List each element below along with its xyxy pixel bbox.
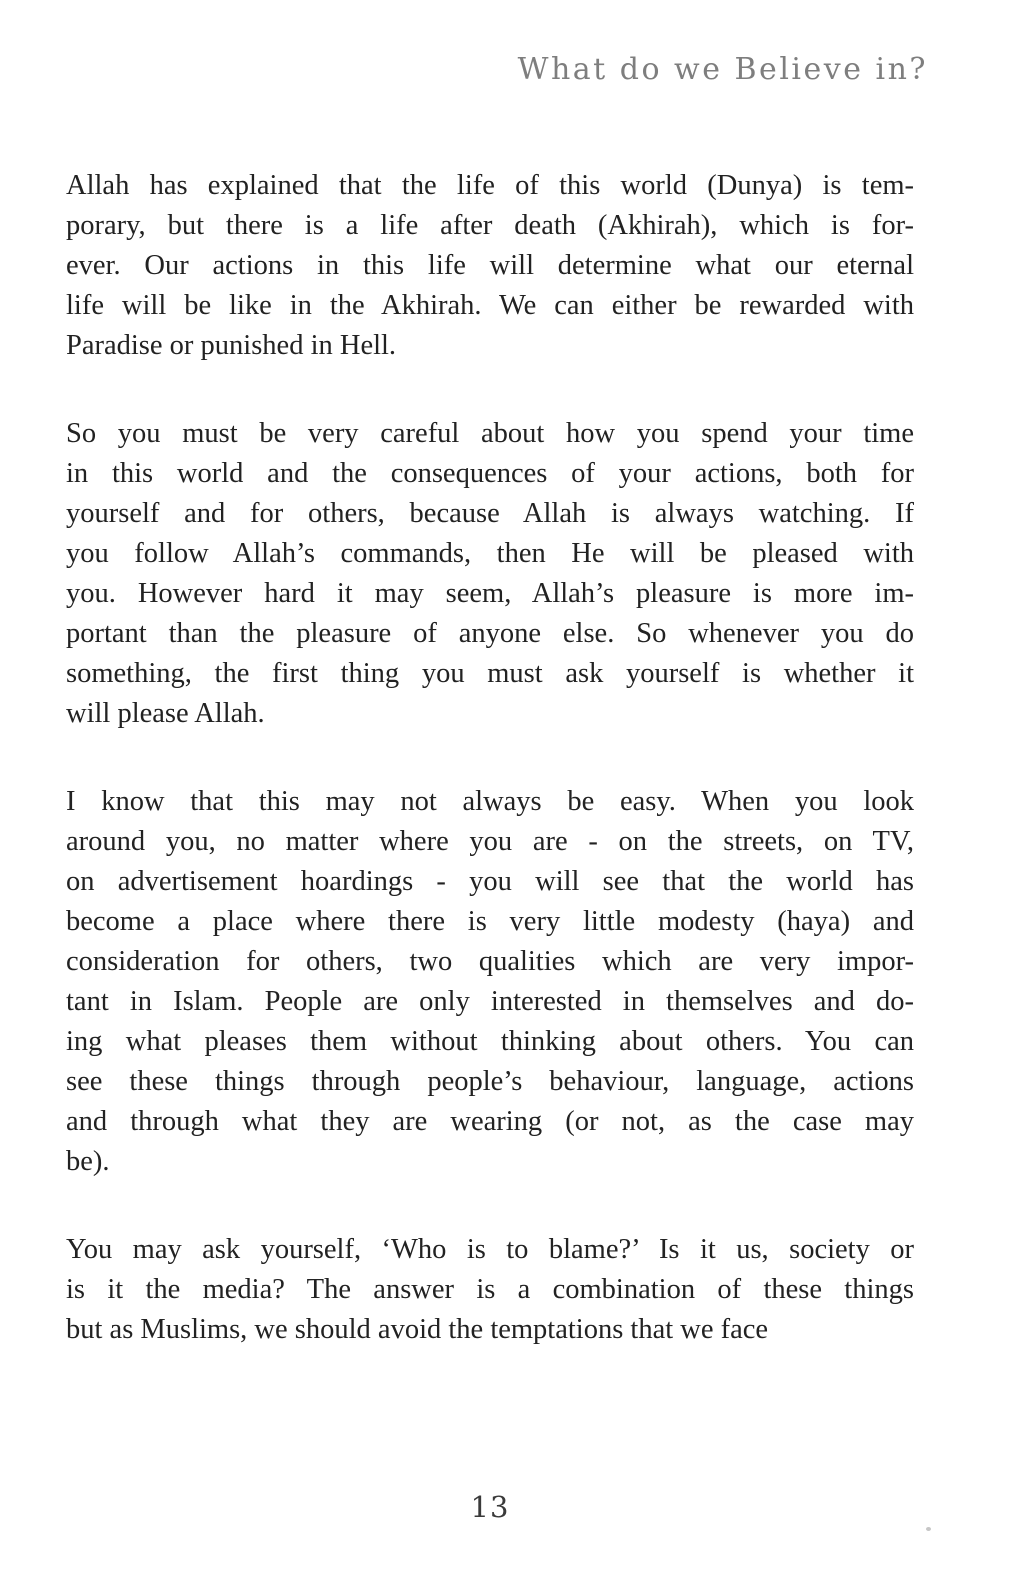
text-line: tant in Islam. People are only interested in themselves and do- xyxy=(66,986,914,1017)
page-body xyxy=(66,166,914,1350)
text-line: life will be like in the Akhirah. We can either be rewarded with xyxy=(66,290,914,321)
text-line: yourself and for others, because Allah is always watching. If xyxy=(66,498,914,529)
text-line: So you must be very careful about how you spend your time xyxy=(66,418,914,449)
text-line: I know that this may not always be easy. When you look xyxy=(66,786,914,817)
text-line: ever. Our actions in this life will determine what our eternal xyxy=(66,250,914,281)
text-line: something, the first thing you must ask yourself is whether it xyxy=(66,658,914,689)
text-line: Paradise or punished in Hell. xyxy=(66,330,397,361)
paragraph xyxy=(66,414,914,734)
text-line: porary, but there is a life after death (Akhirah), which is for- xyxy=(66,210,914,241)
text-line: and through what they are wearing (or not, as the case may xyxy=(66,1106,914,1137)
text-line: You may ask yourself, ‘Who is to blame?’ Is it us, society or xyxy=(66,1234,914,1265)
running-header: What do we Believe in? xyxy=(517,52,928,87)
text-line: you. However hard it may seem, Allah’s pleasure is more im- xyxy=(66,578,914,609)
text-line: portant than the pleasure of anyone else. So whenever you do xyxy=(66,618,914,649)
scan-artifact-dot xyxy=(926,1527,931,1531)
text-line: see these things through people’s behaviour, language, actions xyxy=(66,1066,914,1097)
paragraph xyxy=(66,166,914,366)
paragraph xyxy=(66,1230,914,1350)
text-line: you follow Allah’s commands, then He will be pleased with xyxy=(66,538,914,569)
paragraph xyxy=(66,782,914,1182)
text-line: around you, no matter where you are - on the streets, on TV, xyxy=(66,826,914,857)
text-line: will please Allah. xyxy=(66,698,265,729)
text-line: is it the media? The answer is a combination of these things xyxy=(66,1274,914,1305)
text-line: Allah has explained that the life of this world (Dunya) is tem- xyxy=(66,170,914,201)
text-line: on advertisement hoardings - you will see that the world has xyxy=(66,866,914,897)
text-line: ing what pleases them without thinking about others. You can xyxy=(66,1026,914,1057)
text-line: but as Muslims, we should avoid the temptations that we face xyxy=(66,1314,769,1345)
text-line: consideration for others, two qualities which are very impor- xyxy=(66,946,914,977)
text-line: be). xyxy=(66,1146,110,1177)
text-line: become a place where there is very little modesty (haya) and xyxy=(66,906,914,937)
text-line: in this world and the consequences of your actions, both for xyxy=(66,458,914,489)
page-number: 13 xyxy=(470,1490,510,1524)
